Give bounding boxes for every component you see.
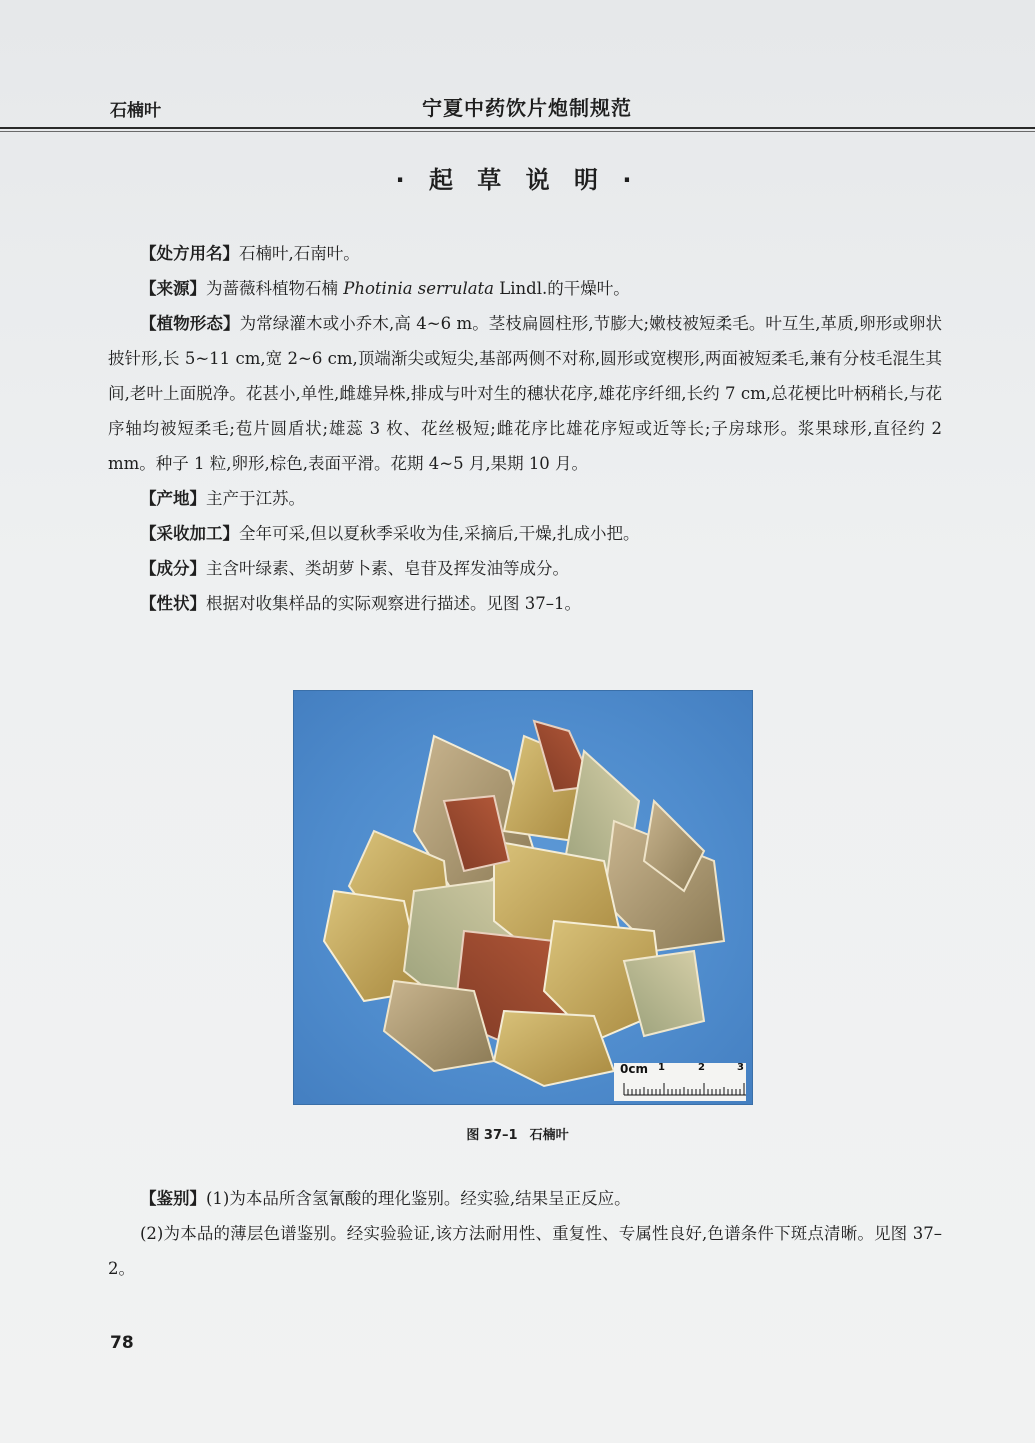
scale-tick-1: 1 <box>658 1062 665 1073</box>
body-text-top <box>108 236 942 621</box>
scale-unit-label: 0cm <box>620 1062 648 1076</box>
label-identification: 【鉴别】 <box>140 1189 206 1208</box>
text-characteristics: 根据对收集样品的实际观察进行描述。见图 37–1。 <box>206 594 581 613</box>
text-origin: 主产于江苏。 <box>206 489 305 508</box>
paragraph-identification-1 <box>108 1181 942 1216</box>
paragraph-origin <box>108 481 942 516</box>
paragraph-prescription-name <box>108 236 942 271</box>
scale-tick-3: 3 <box>737 1062 744 1073</box>
header-rule-thin <box>0 131 1035 132</box>
paragraph-identification-2 <box>108 1216 942 1286</box>
scale-tick-2: 2 <box>698 1062 705 1073</box>
body-text-bottom <box>108 1181 942 1286</box>
label-plant-morphology: 【植物形态】 <box>140 314 240 333</box>
text-plant-morphology: 为常绿灌木或小乔木,高 4~6 m。茎枝扁圆柱形,节膨大;嫩枝被短柔毛。叶互生,革质,卵形或卵状披针形,长 5~11 cm,宽 2~6 cm,顶端渐尖或短尖,基部两侧不对称,圆形或宽楔形,两面被短柔毛,兼有分枝毛混生其间,老叶上面脱净。花甚小,单性,雌雄异株,排成与叶对生的穗状花序,雄花序纤细,长约 7 cm,总花梗比叶柄稍长,与花序轴均被短柔毛;苞片圆盾状;雄蕊 3 枚、花丝极短;雌花序比雄花序短或近等长;子房球形。浆果球形,直径约 2 mm。种子 1 粒,卵形,棕色,表面平滑。花期 4~5 月,果期 10 月。 <box>108 314 943 473</box>
label-prescription-name: 【处方用名】 <box>140 244 239 263</box>
text-source-after: Lindl.的干燥叶。 <box>494 279 630 298</box>
label-origin: 【产地】 <box>140 489 206 508</box>
text-identification-2: (2)为本品的薄层色谱鉴别。经实验验证,该方法耐用性、重复性、专属性良好,色谱条件下斑点清晰。见图 37–2。 <box>108 1224 942 1278</box>
figure-caption <box>0 1124 1035 1143</box>
running-header-left: 石楠叶 <box>110 101 161 121</box>
leaf-pile-illustration <box>294 691 752 1104</box>
paragraph-source <box>108 271 942 306</box>
section-title: · 起 草 说 明 · <box>395 166 640 194</box>
label-harvest: 【采收加工】 <box>140 524 239 543</box>
paragraph-plant-morphology <box>108 306 942 481</box>
figure-caption-text: 石楠叶 <box>529 1128 569 1143</box>
paragraph-characteristics <box>108 586 942 621</box>
text-components: 主含叶绿素、类胡萝卜素、皂苷及挥发油等成分。 <box>206 559 569 578</box>
leaf-specimen-photo <box>293 690 753 1105</box>
text-identification-1: (1)为本品所含氢氰酸的理化鉴别。经实验,结果呈正反应。 <box>206 1189 631 1208</box>
label-components: 【成分】 <box>140 559 206 578</box>
paragraph-harvest <box>108 516 942 551</box>
page-number: 78 <box>110 1333 134 1353</box>
text-source-before: 为蔷薇科植物石楠 <box>206 279 344 298</box>
figure-caption-number: 图 37–1 <box>466 1128 518 1143</box>
header-rule <box>0 127 1035 129</box>
running-header-title: 宁夏中药饮片炮制规范 <box>422 96 632 120</box>
paragraph-components <box>108 551 942 586</box>
label-source: 【来源】 <box>140 279 206 298</box>
label-characteristics: 【性状】 <box>140 594 206 613</box>
text-harvest: 全年可采,但以夏秋季采收为佳,采摘后,干燥,扎成小把。 <box>239 524 640 543</box>
text-prescription-name: 石楠叶,石南叶。 <box>239 244 360 263</box>
text-source-latin: Photinia serrulata <box>343 279 495 298</box>
